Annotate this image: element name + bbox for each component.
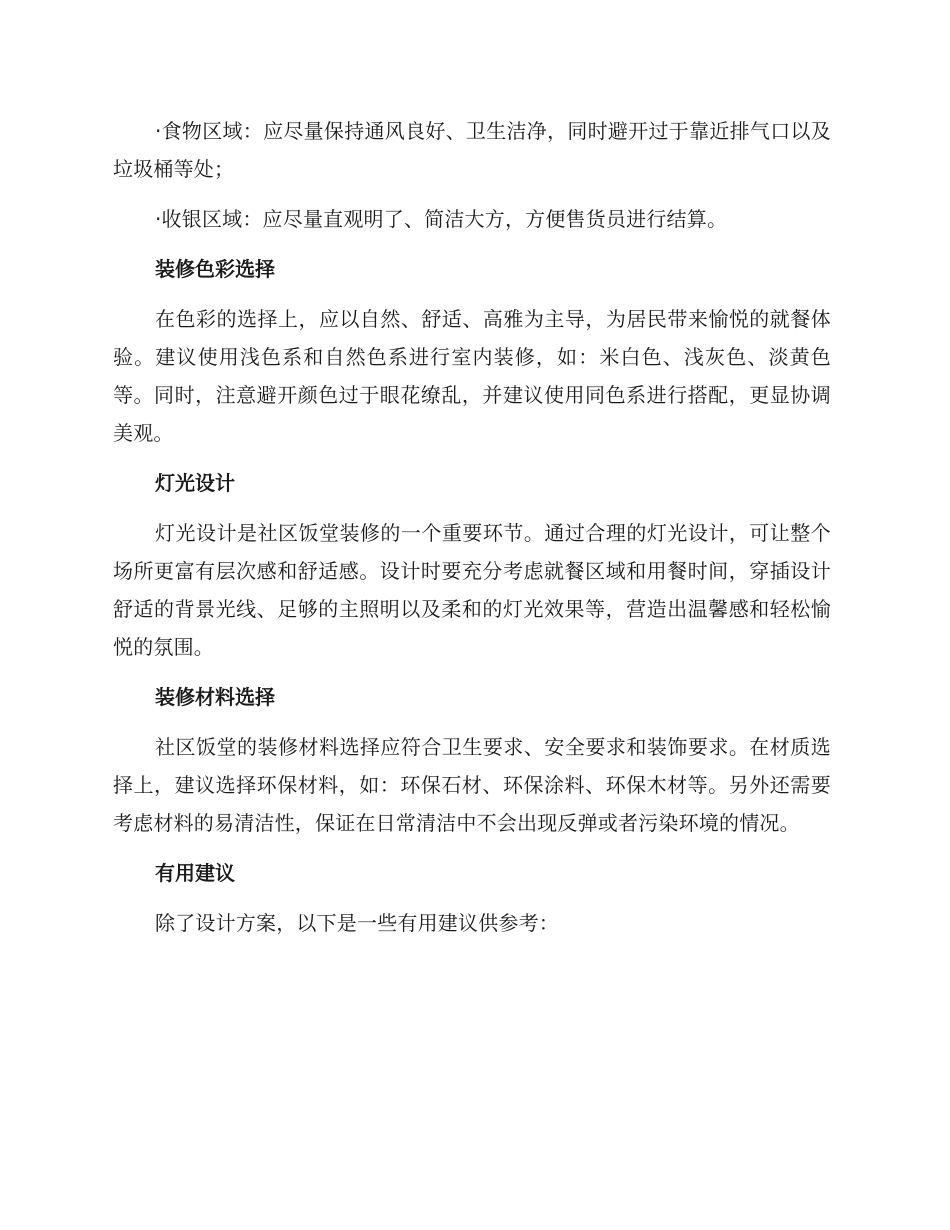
section-heading-color: 装修色彩选择 (155, 257, 275, 281)
section-heading-lighting: 灯光设计 (155, 471, 235, 495)
document-body (113, 112, 831, 954)
section-body-suggestions: 除了设计方案，以下是一些有用建议供参考： (155, 911, 559, 935)
bullet-cashier-area: ·收银区域：应尽量直观明了、简洁大方，方便售货员进行结算。 (155, 207, 728, 231)
section-body-lighting: 灯光设计是社区饭堂装修的一个重要环节。通过合理的灯光设计，可让整个场所更富有层次感和舒适感。设计时要充分考虑就餐区域和用餐时间，穿插设计舒适的背景光线、足够的主照明以及柔和的灯光效果等，营造出温馨感和轻松愉悦的氛围。 (113, 521, 831, 659)
section-heading-materials: 装修材料选择 (155, 685, 275, 709)
section-heading-suggestions: 有用建议 (155, 861, 235, 885)
bullet-food-area: ·食物区域：应尽量保持通风良好、卫生洁净，同时避开过于靠近排气口以及垃圾桶等处； (113, 119, 831, 181)
section-body-color: 在色彩的选择上，应以自然、舒适、高雅为主导，为居民带来愉悦的就餐体验。建议使用浅色系和自然色系进行室内装修，如：米白色、浅灰色、淡黄色等。同时，注意避开颜色过于眼花缭乱，并建议使用同色系进行搭配，更显协调美观。 (113, 307, 831, 445)
section-body-materials: 社区饭堂的装修材料选择应符合卫生要求、安全要求和装饰要求。在材质选择上，建议选择环保材料，如：环保石材、环保涂料、环保木材等。另外还需要考虑材料的易清洁性，保证在日常清洁中不会出现反弹或者污染环境的情况。 (113, 735, 831, 835)
